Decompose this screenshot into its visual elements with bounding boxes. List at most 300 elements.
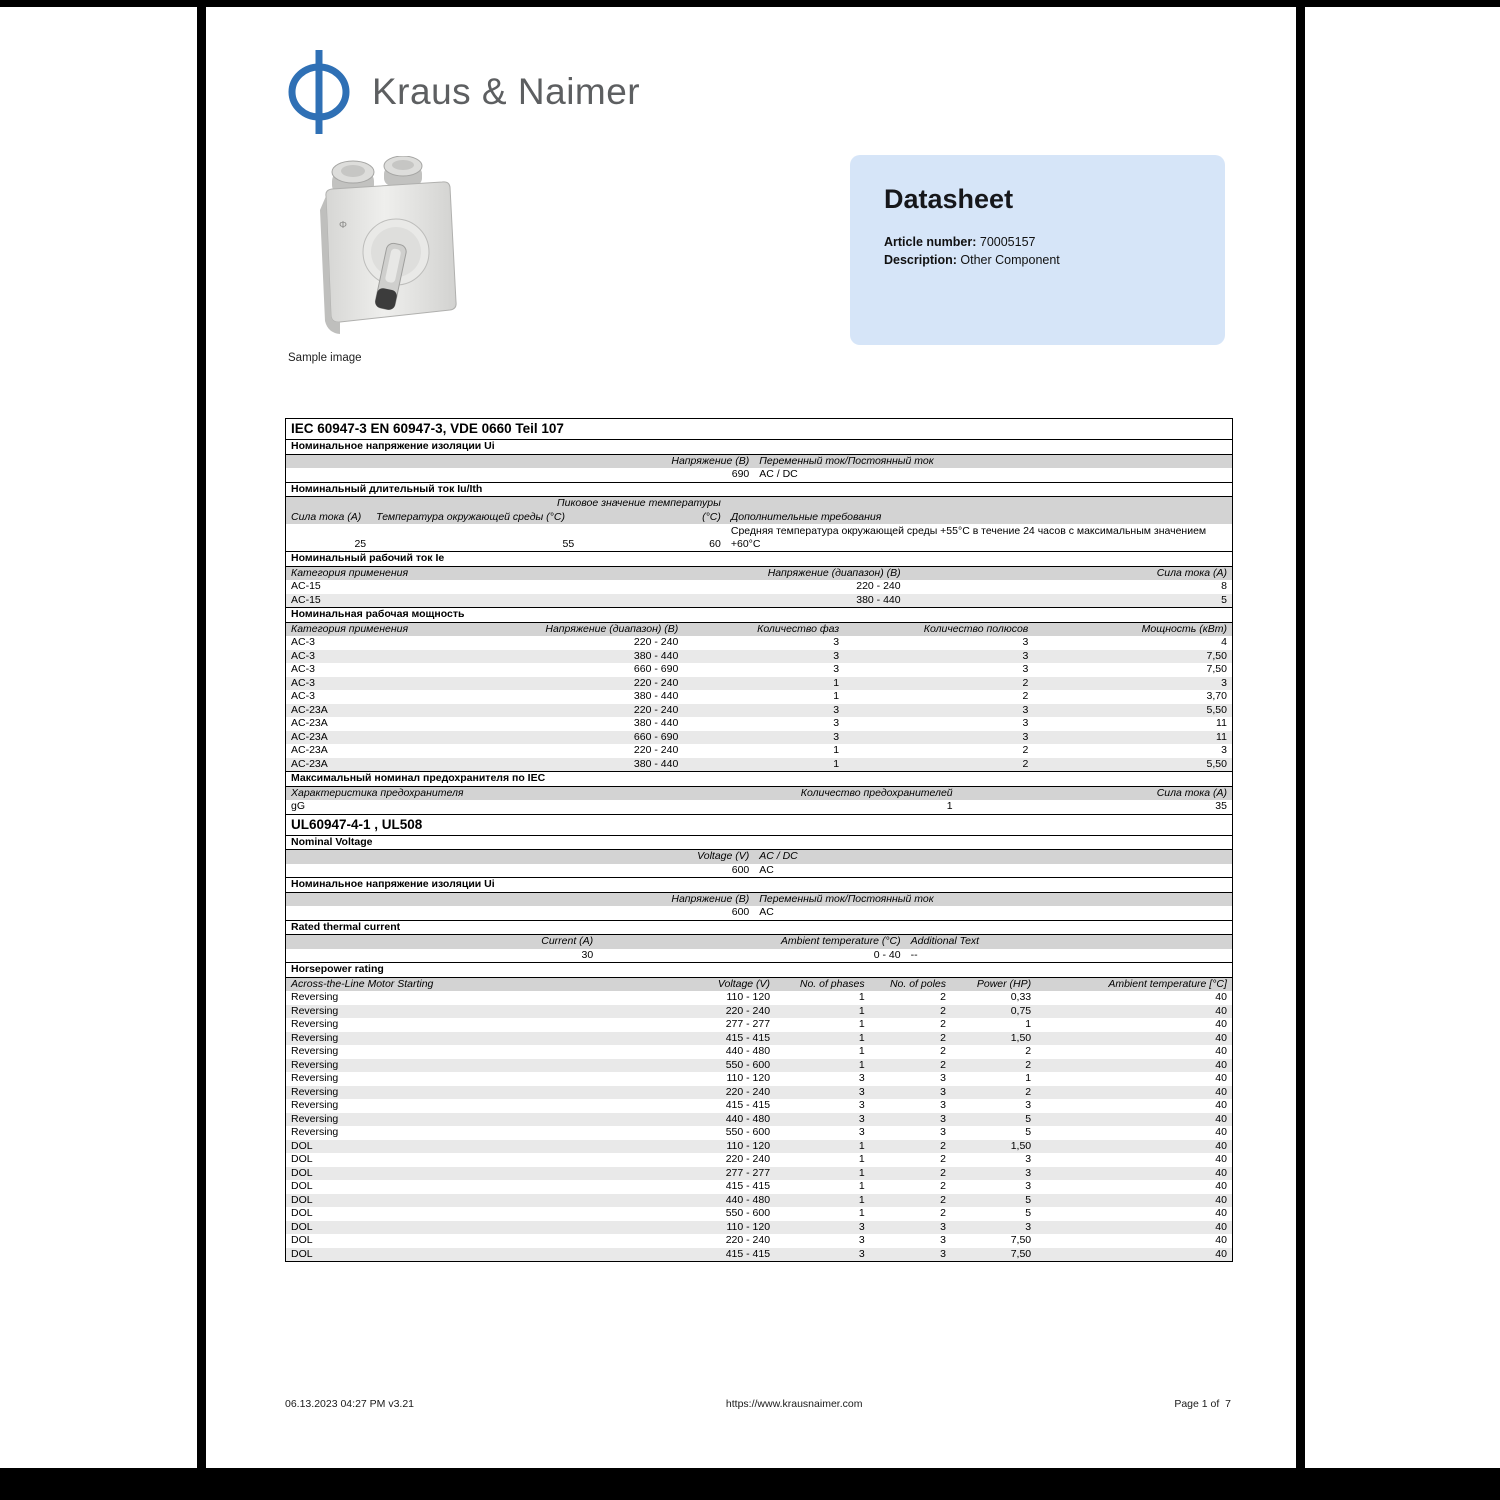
table-row (286, 744, 1232, 758)
table-cell: 110 - 120 (726, 991, 771, 1003)
table-cell: 3 (1022, 663, 1029, 675)
table-cell: Voltage (V) (717, 977, 771, 990)
table-cell: 1,50 (1010, 1031, 1032, 1044)
table-cell: Reversing (291, 1004, 339, 1017)
table-row (286, 991, 1232, 1005)
table-row (286, 949, 1232, 963)
table-cell: 3 (858, 1085, 865, 1098)
table-cell: 0,75 (1010, 1004, 1032, 1017)
table-cell: 220 - 240 (633, 744, 679, 756)
section-title: Номинальное напряжение изоляции Ui (291, 440, 495, 452)
table-cell: 2 (1022, 757, 1029, 770)
table-cell: 440 - 480 (725, 1112, 771, 1125)
table-cell: Количество предохранителей (800, 786, 953, 799)
table-cell: 220 - 240 (633, 636, 679, 648)
table-cell: AC-15 (291, 580, 321, 592)
table-cell: 2 (1025, 1058, 1032, 1071)
table-cell: 40 (1215, 1004, 1227, 1017)
table-cell: 3 (1221, 744, 1227, 756)
table-cell: 3,70 (1206, 690, 1227, 702)
product-image (296, 156, 476, 353)
table-column-header-row (286, 934, 1232, 949)
table-cell: Температура окружающей среды (°C) (376, 510, 565, 523)
description-label: Description: (884, 253, 957, 267)
table-cell: 2 (1022, 744, 1029, 756)
table-cell: 220 - 240 (725, 1004, 771, 1017)
table-row (286, 677, 1232, 691)
table-cell: 2 (940, 1166, 946, 1179)
table-cell: DOL (291, 1139, 313, 1152)
table-row (286, 1248, 1232, 1262)
table-cell: 220 - 240 (725, 1234, 771, 1246)
switch-enclosure-illustration (296, 156, 476, 348)
table-cell: 1 (858, 991, 865, 1003)
table-cell: 55 (562, 538, 575, 550)
table-cell: Reversing (291, 1058, 339, 1071)
sample-image-caption: Sample image (288, 352, 362, 364)
table-column-header-row (286, 786, 1232, 801)
table-cell: 3 (940, 1247, 946, 1260)
table-cell: 0 - 40 (873, 948, 901, 961)
footer-page-number: Page 1 of 7 (1174, 1398, 1231, 1410)
table-cell: DOL (291, 1193, 313, 1206)
page-border-bottom (0, 1468, 1500, 1500)
article-number-value: 70005157 (976, 235, 1036, 249)
table-row (286, 1140, 1232, 1154)
table-section-row (286, 835, 1232, 850)
table-cell: 35 (1215, 800, 1227, 812)
table-cell: DOL (291, 1234, 313, 1246)
table-cell: 2 (940, 1180, 946, 1192)
table-cell: 1 (858, 1207, 865, 1219)
table-cell: Сила тока (А) (1156, 566, 1227, 579)
table-cell: 7,50 (1010, 1247, 1032, 1260)
table-cell: 3 (833, 703, 840, 716)
table-cell: 5 (1221, 593, 1227, 606)
table-cell: 380 - 440 (633, 690, 679, 702)
datasheet-title: Datasheet (884, 184, 1014, 214)
section-title: Максимальный номинал предохранителя по IEC (291, 772, 546, 784)
table-cell: 0,33 (1010, 991, 1032, 1003)
table-row (286, 1167, 1232, 1181)
table-cell: 600 (731, 863, 750, 876)
table-cell: 2 (940, 1031, 946, 1044)
table-cell: Reversing (291, 1018, 339, 1030)
page-border-left (197, 0, 206, 1500)
table-cell: 5,50 (1206, 703, 1227, 716)
table-cell: 5 (1025, 1207, 1032, 1219)
table-section-row (286, 771, 1232, 786)
table-row (286, 1018, 1232, 1032)
table-cell: 415 - 415 (725, 1180, 771, 1192)
svg-text:Φ: Φ (339, 220, 347, 231)
table-cell: 5 (1025, 1193, 1032, 1206)
table-cell: 1 (858, 1153, 865, 1165)
footer (285, 1398, 1231, 1410)
table-cell: 2 (1022, 676, 1029, 689)
table-cell: Напряжение (диапазон) (В) (545, 622, 679, 635)
table-row (286, 1221, 1232, 1235)
table-cell: 1 (858, 1139, 865, 1152)
table-row (286, 1045, 1232, 1059)
table-cell: (°C) (702, 510, 721, 523)
table-cell: 1 (858, 1058, 865, 1071)
table-column-header-row (286, 977, 1232, 992)
table-cell: Ambient temperature (°C) (780, 935, 901, 947)
table-cell: 3 (833, 663, 840, 675)
table-cell: 5 (1025, 1126, 1032, 1138)
table-row (286, 704, 1232, 718)
table-section-row (286, 482, 1232, 497)
table-cell: 25 (354, 538, 367, 550)
table-cell: 8 (1221, 580, 1227, 592)
table-cell: 3 (833, 636, 840, 648)
table-cell: 3 (940, 1234, 946, 1246)
table-cell: 1 (858, 1018, 865, 1030)
table-row (286, 594, 1232, 608)
table-row (286, 1194, 1232, 1208)
table-column-header-row (286, 454, 1232, 469)
table-cell: 110 - 120 (726, 1220, 771, 1233)
table-cell: 1,50 (1010, 1139, 1032, 1152)
table-cell: AC-3 (291, 663, 315, 675)
table-cell: 40 (1215, 1247, 1227, 1260)
table-cell: 40 (1215, 1099, 1227, 1111)
table-row (286, 650, 1232, 664)
section-title: IEC 60947-3 EN 60947-3, VDE 0660 Teil 107 (291, 421, 564, 436)
table-cell: DOL (291, 1220, 313, 1233)
page-border-top (0, 0, 1500, 7)
table-cell: 40 (1215, 1072, 1227, 1084)
table-cell: AC-3 (291, 690, 315, 702)
phi-logo-icon (286, 48, 352, 136)
table-cell: 3 (833, 730, 840, 743)
table-cell: Напряжение (диапазон) (В) (767, 566, 901, 579)
table-cell: 3 (1022, 730, 1029, 743)
table-row (286, 731, 1232, 745)
table-cell: Средняя температура окружающей среды +55°C в течение 24 часов с максимальным значением +60°C (730, 525, 1207, 550)
table-cell: AC-15 (291, 593, 321, 606)
table-cell: 2 (1022, 690, 1029, 702)
table-cell: 2 (940, 1193, 946, 1206)
table-cell: AC-3 (291, 649, 315, 662)
table-cell: Сила тока (A) (291, 510, 362, 523)
footer-datetime: 06.13.2023 04:27 PM v3.21 (285, 1398, 415, 1410)
table-section-row (286, 962, 1232, 977)
table-cell: AC-23A (291, 703, 328, 716)
table-cell: 2 (940, 1004, 946, 1017)
table-cell: Reversing (291, 1045, 339, 1057)
table-cell: 440 - 480 (725, 1045, 771, 1057)
table-cell: 220 - 240 (633, 703, 679, 716)
table-cell: 1 (858, 1004, 865, 1017)
table-cell: 40 (1215, 1220, 1227, 1233)
table-cell: Reversing (291, 1031, 339, 1044)
table-row (286, 663, 1232, 677)
table-cell: 40 (1215, 1045, 1227, 1057)
table-cell: Категория применения (291, 622, 409, 635)
table-cell: DOL (291, 1247, 313, 1260)
table-cell: DOL (291, 1166, 313, 1179)
table-cell: 380 - 440 (633, 757, 679, 770)
table-column-header-row (286, 892, 1232, 907)
table-cell: 3 (1022, 717, 1029, 729)
table-row (286, 1207, 1232, 1221)
table-cell: 7,50 (1206, 663, 1227, 675)
table-row (286, 1072, 1232, 1086)
table-row (286, 524, 1232, 551)
table-cell: -- (910, 948, 918, 961)
table-cell: 550 - 600 (725, 1058, 771, 1071)
table-cell: 660 - 690 (633, 730, 679, 743)
description-value: Other Component (956, 253, 1060, 267)
table-cell: AC-23A (291, 757, 328, 770)
table-cell: 1 (833, 757, 840, 770)
table-cell: 40 (1215, 1207, 1227, 1219)
table-cell: 3 (858, 1112, 865, 1125)
table-cell: 220 - 240 (725, 1153, 771, 1165)
table-column-header-row (286, 849, 1232, 864)
table-cell: 1 (833, 744, 840, 756)
table-cell: Voltage (V) (697, 850, 750, 862)
description-line (884, 253, 1205, 267)
table-cell: Переменный ток/Постоянный ток (759, 454, 934, 467)
table-cell: 3 (940, 1072, 946, 1084)
table-cell (726, 497, 1232, 511)
table-cell: 660 - 690 (633, 663, 679, 675)
table-main-header-row (286, 814, 1232, 835)
table-cell: 40 (1215, 1139, 1227, 1152)
table-cell: 40 (1215, 1153, 1227, 1165)
table-cell: 415 - 415 (725, 1031, 771, 1044)
table-cell: AC / DC (759, 850, 798, 862)
table-cell: 3 (858, 1247, 865, 1260)
table-cell: Reversing (291, 1112, 339, 1125)
table-cell: Количество полюсов (923, 622, 1029, 635)
table-cell: 3 (833, 649, 840, 662)
table-cell: 3 (1022, 649, 1029, 662)
table-cell: 5,50 (1206, 757, 1227, 770)
table-cell: 3 (858, 1126, 865, 1138)
table-cell: 3 (1221, 676, 1227, 689)
table-cell: 440 - 480 (725, 1193, 771, 1206)
table-cell: Reversing (291, 1072, 339, 1084)
table-column-header-row (286, 622, 1232, 637)
table-cell: 3 (1025, 1166, 1032, 1179)
table-row (286, 717, 1232, 731)
table-cell: 2 (1025, 1045, 1032, 1057)
table-cell: 2 (940, 1207, 946, 1219)
table-cell: 600 (731, 906, 750, 918)
table-column-header-row (286, 566, 1232, 581)
table-row (286, 1059, 1232, 1073)
table-cell: AC (759, 863, 774, 876)
table-row (286, 1099, 1232, 1113)
table-cell: Напряжение (В) (671, 892, 750, 905)
article-number-line (884, 235, 1205, 249)
table-cell: 60 (709, 538, 721, 550)
table-cell: AC-23A (291, 717, 328, 729)
section-title: Rated thermal current (291, 920, 401, 933)
table-cell: 11 (1216, 730, 1227, 743)
table-cell: Напряжение (В) (671, 454, 750, 467)
brand-name: Kraus & Naimer (372, 71, 641, 112)
table-row (286, 690, 1232, 704)
table-cell: 40 (1215, 991, 1227, 1003)
table-cell: 11 (1216, 717, 1227, 729)
table-cell: AC-23A (291, 744, 328, 756)
table-cell: Reversing (291, 1099, 339, 1111)
table-cell: Переменный ток/Постоянный ток (759, 892, 934, 905)
table-cell: 1 (946, 800, 953, 812)
table-cell: 2 (940, 1045, 946, 1057)
table-cell: 40 (1215, 1126, 1227, 1138)
table-cell: 5 (1025, 1112, 1032, 1125)
table-cell: 415 - 415 (725, 1099, 771, 1111)
table-cell: 2 (940, 1153, 946, 1165)
table-section-row (286, 607, 1232, 622)
table-cell: 220 - 240 (633, 676, 679, 689)
table-cell: 1 (858, 1166, 865, 1179)
table-cell: 7,50 (1206, 649, 1227, 662)
table-row (286, 1113, 1232, 1127)
section-title: Номинальная рабочая мощность (291, 608, 465, 620)
table-cell: 2 (940, 1058, 946, 1071)
table-cell: 380 - 440 (856, 593, 901, 606)
table-cell: 1 (1025, 1018, 1032, 1030)
page-border-right (1296, 0, 1305, 1500)
table-cell: 3 (1025, 1220, 1032, 1233)
table-row (286, 1234, 1232, 1248)
table-row (286, 758, 1232, 772)
table-cell: 2 (940, 991, 946, 1003)
table-cell: 3 (1022, 636, 1029, 648)
section-title: Номинальный рабочий ток Ie (291, 552, 445, 564)
table-cell: DOL (291, 1207, 313, 1219)
table-cell: 1 (833, 690, 840, 702)
table-cell: 3 (940, 1099, 946, 1111)
table-cell: 3 (940, 1126, 946, 1138)
table-row (286, 1180, 1232, 1194)
table-cell: 3 (940, 1220, 946, 1233)
datasheet-infobox (850, 155, 1225, 345)
table-cell: Reversing (291, 1085, 339, 1098)
table-cell: 4 (1221, 636, 1227, 648)
table-cell: 3 (858, 1099, 865, 1111)
table-cell: Current (A) (541, 935, 594, 947)
table-cell: 1 (858, 1180, 865, 1192)
table-row (286, 906, 1232, 920)
table-cell: 30 (581, 948, 594, 961)
table-cell: Сила тока (А) (1156, 786, 1227, 799)
table-row (286, 468, 1232, 482)
table-row (286, 1086, 1232, 1100)
table-row (286, 1126, 1232, 1140)
table-cell: 40 (1215, 1193, 1227, 1206)
table-cell: 550 - 600 (725, 1126, 771, 1138)
table-cell: 110 - 120 (726, 1072, 771, 1084)
table-row (286, 1032, 1232, 1046)
table-cell: Reversing (291, 1126, 339, 1138)
section-title: Номинальный длительный ток Iu/Ith (291, 482, 483, 495)
kraus-naimer-logo (286, 48, 640, 136)
table-cell: Across-the-Line Motor Starting (291, 977, 434, 990)
section-title: UL60947-4-1 , UL508 (291, 816, 423, 832)
table-cell: 3 (1022, 703, 1029, 716)
table-cell: 3 (858, 1220, 865, 1233)
table-cell: 40 (1215, 1166, 1227, 1179)
table-cell: DOL (291, 1153, 313, 1165)
table-row (286, 580, 1232, 594)
table-cell: 3 (858, 1072, 865, 1084)
table-cell: 2 (940, 1139, 946, 1152)
spec-table (285, 418, 1233, 1262)
table-cell: 277 - 277 (725, 1166, 771, 1179)
table-cell: 220 - 240 (856, 580, 901, 592)
section-title: Horsepower rating (291, 963, 384, 975)
table-row (286, 1005, 1232, 1019)
table-cell: 415 - 415 (725, 1247, 771, 1260)
table-cell: 3 (1025, 1180, 1032, 1192)
table-cell: 3 (1025, 1153, 1032, 1165)
table-cell: 40 (1215, 1018, 1227, 1030)
table-cell: No. of phases (799, 977, 865, 990)
table-cell: Мощность (кВт) (1141, 622, 1227, 635)
table-column-header-row (286, 511, 1232, 525)
table-cell: 2 (1025, 1085, 1032, 1098)
table-cell: 40 (1215, 1234, 1227, 1246)
table-cell: Количество фаз (757, 622, 840, 635)
table-cell: Категория применения (291, 566, 409, 579)
table-cell: 40 (1215, 1180, 1227, 1192)
section-title: Nominal Voltage (291, 835, 373, 848)
table-cell: Ambient temperature [°C] (1108, 977, 1227, 990)
table-cell: No. of poles (889, 977, 946, 990)
table-cell: 110 - 120 (726, 1139, 771, 1152)
table-cell: Reversing (291, 991, 339, 1003)
table-column-header-row (286, 496, 1232, 511)
table-cell: 3 (833, 717, 840, 729)
table-cell: AC-23A (291, 730, 328, 743)
table-cell: 1 (1025, 1072, 1032, 1084)
table-cell: 220 - 240 (725, 1085, 771, 1098)
table-cell: 40 (1215, 1085, 1227, 1098)
table-section-row (286, 877, 1232, 892)
table-cell: AC-3 (291, 676, 315, 689)
footer-url[interactable]: https://www.krausnaimer.com (725, 1398, 863, 1410)
table-cell: 380 - 440 (633, 649, 679, 662)
table-cell: DOL (291, 1180, 313, 1192)
section-title: Номинальное напряжение изоляции Ui (291, 878, 495, 890)
table-cell: AC / DC (759, 468, 798, 480)
table-row (286, 864, 1232, 878)
table-cell: Дополнительные требования (730, 510, 882, 523)
table-cell: AC (759, 906, 774, 918)
table-cell: 3 (858, 1234, 865, 1246)
table-cell: 3 (1025, 1099, 1032, 1111)
table-cell: Power (HP) (976, 977, 1032, 990)
table-row (286, 800, 1232, 814)
table-cell: 40 (1215, 1031, 1227, 1044)
table-cell: 3 (940, 1085, 946, 1098)
table-cell: 550 - 600 (725, 1207, 771, 1219)
table-cell: 1 (858, 1031, 865, 1044)
table-section-row (286, 439, 1232, 454)
table-cell: 3 (940, 1112, 946, 1125)
table-cell: 1 (833, 676, 840, 689)
table-section-row (286, 920, 1232, 935)
article-number-label: Article number: (884, 235, 977, 249)
